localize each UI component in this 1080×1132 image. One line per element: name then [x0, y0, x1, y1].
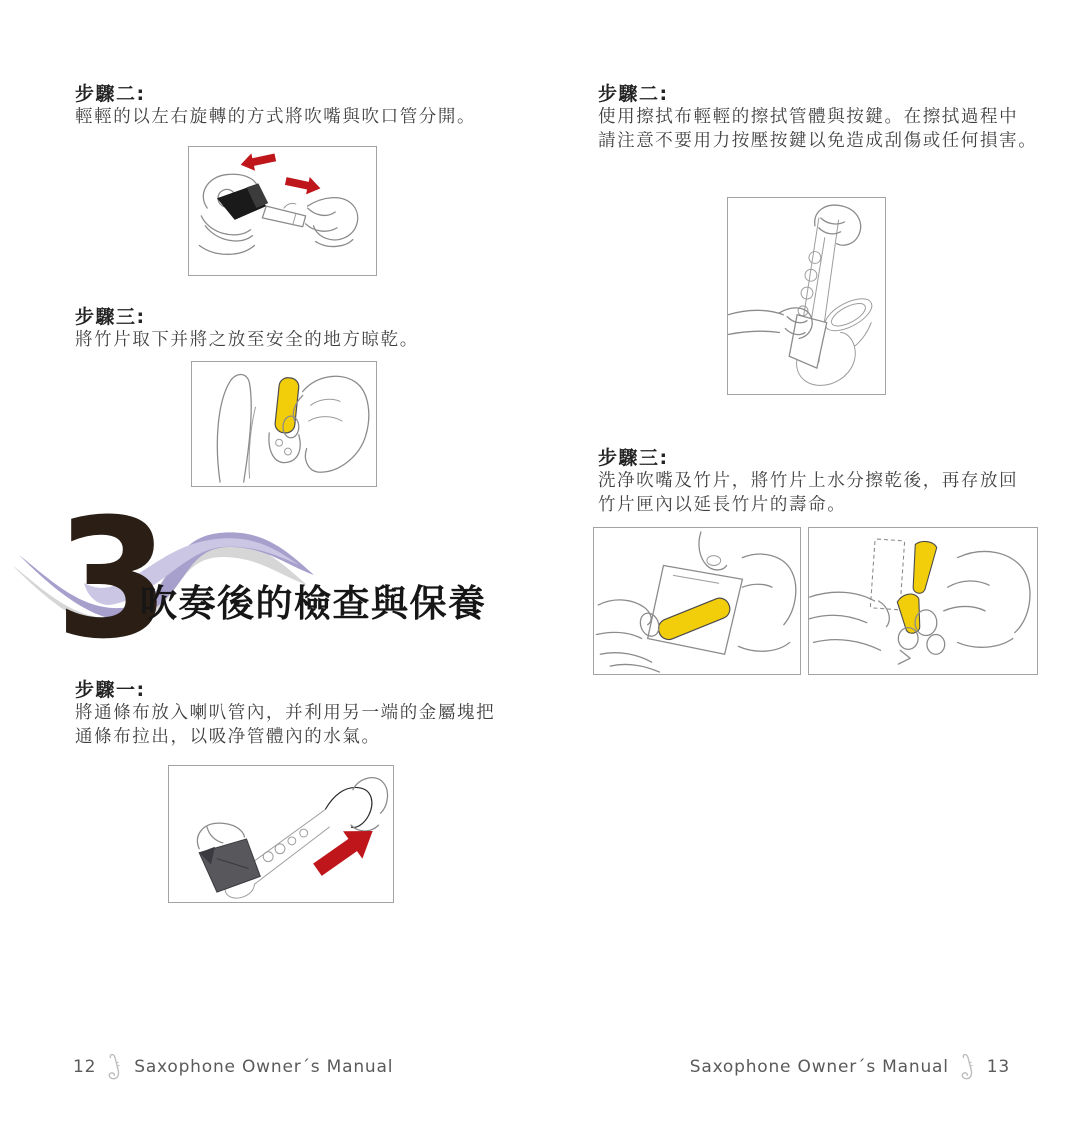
reed-highlight	[909, 540, 938, 595]
hand-outline	[742, 554, 795, 625]
hand-outline	[598, 600, 651, 625]
step-block	[598, 446, 1018, 517]
sax-key	[809, 252, 821, 264]
mouthpiece-detail	[284, 448, 291, 455]
hand-outline	[810, 592, 875, 601]
reed-drying-illustration	[594, 528, 800, 674]
mouthpiece-detail	[276, 439, 283, 446]
sax-key	[275, 844, 285, 854]
cleaning-cloth	[199, 839, 260, 892]
hand-outline	[315, 240, 352, 247]
figure-wipe-saxophone	[727, 197, 886, 395]
step-text-line: 使用擦拭布輕輕的擦拭管體與按鍵。在擦拭過程中	[598, 107, 1019, 127]
red-arrow-left-icon	[239, 149, 277, 174]
step-text-line: 將竹片取下并將之放至安全的地方晾乾。	[75, 330, 419, 350]
sax-body-line	[254, 827, 329, 884]
hand-outline	[596, 632, 641, 638]
hand-outline	[303, 376, 369, 472]
hand-outline	[311, 399, 341, 405]
footer	[73, 1052, 393, 1082]
hand-outline	[199, 245, 254, 254]
reed-removal-illustration	[192, 362, 376, 486]
swab-pull-illustration	[169, 766, 393, 902]
fingertip-outline	[898, 650, 910, 664]
step-text-line: 將通條布放入喇叭管內，并利用另一端的金屬塊把	[75, 703, 496, 723]
footer-title: Saxophone Owner´s Manual	[689, 1057, 949, 1077]
step-text-line: 通條布拉出，以吸净管體內的水氣。	[75, 726, 381, 747]
step-text-line: 請注意不要用力按壓按鍵以免造成刮傷或任何損害。	[598, 130, 1038, 151]
hand-outline	[810, 615, 867, 622]
neck-tube	[262, 206, 305, 227]
step-heading: 步驟三:	[75, 306, 146, 328]
hand-outline	[948, 581, 989, 587]
octave-key	[284, 203, 296, 208]
hand-outline	[306, 224, 338, 231]
figure-reed-case	[808, 527, 1038, 675]
page-number: 12	[73, 1057, 97, 1077]
page-number: 13	[986, 1057, 1010, 1077]
sax-key	[288, 837, 296, 845]
finger-outline	[699, 532, 727, 570]
step-text-line: 輕輕的以左右旋轉的方式將吹嘴與吹口管分開。	[75, 107, 477, 127]
section-header	[0, 483, 540, 685]
sax-neck-line	[317, 809, 325, 815]
fingertip-outline	[927, 635, 945, 655]
figure-reed-removal	[191, 361, 377, 487]
cork-line	[293, 214, 296, 225]
hand-outline	[944, 606, 985, 610]
figure-mouthpiece-twist	[188, 146, 377, 276]
step-heading: 步驟三:	[598, 447, 669, 469]
step-heading: 步驟二:	[75, 83, 146, 105]
hand-outline	[958, 552, 1030, 633]
step-block	[598, 82, 1037, 153]
swab-cord	[325, 787, 372, 827]
sax-bell-rim-inner	[828, 299, 869, 331]
section-number: 3	[55, 483, 170, 675]
hand-outline	[351, 825, 379, 831]
sax-bell-rim	[820, 292, 876, 337]
wiping-cloth	[789, 315, 827, 368]
step-text-line: 洗净吹嘴及竹片，將竹片上水分擦乾後，再存放回	[598, 471, 1019, 491]
saxophone-icon	[105, 1054, 125, 1081]
hand-outline	[600, 653, 651, 662]
figure-swab-pull	[168, 765, 394, 903]
saxophone-icon	[958, 1054, 978, 1081]
step-block	[75, 305, 419, 353]
finger-outline	[249, 407, 255, 478]
red-arrow-right-icon	[284, 172, 322, 197]
hand-outline	[610, 665, 659, 673]
step-block	[75, 82, 476, 130]
hand-outline	[814, 640, 881, 651]
sax-key	[300, 829, 308, 837]
hand-outline	[958, 638, 1013, 647]
step-heading: 步驟一:	[75, 679, 146, 701]
hand-outline	[742, 584, 772, 587]
hand-outline	[201, 216, 250, 235]
thumb-outline	[879, 601, 890, 627]
step-heading: 步驟二:	[598, 83, 669, 105]
finger-outline	[217, 375, 251, 483]
sax-bell-neck	[854, 323, 871, 347]
step-text-line: 竹片匣內以延長竹片的壽命。	[598, 494, 847, 515]
footer-title: Saxophone Owner´s Manual	[134, 1057, 394, 1077]
wipe-saxophone-illustration	[728, 198, 885, 394]
sax-key	[263, 852, 273, 862]
fingernail	[707, 556, 721, 566]
mouthpiece-outline	[269, 433, 300, 463]
step-block	[75, 678, 495, 749]
mouthpiece-twist-illustration	[189, 147, 376, 275]
hand-outline	[308, 208, 336, 215]
hand-outline	[309, 417, 342, 421]
arm-outline	[728, 310, 783, 314]
hand-outline	[821, 218, 845, 224]
section-title: 吹奏後的檢查與保養	[140, 582, 487, 625]
footer	[690, 1052, 1010, 1082]
figure-reed-drying	[593, 527, 801, 675]
pull-direction-arrow-icon	[308, 817, 383, 883]
arm-outline	[728, 331, 779, 334]
hand-outline	[308, 198, 358, 240]
hand-outline	[738, 642, 789, 651]
hand-outline	[207, 827, 223, 843]
reed-case-illustration	[809, 528, 1037, 674]
